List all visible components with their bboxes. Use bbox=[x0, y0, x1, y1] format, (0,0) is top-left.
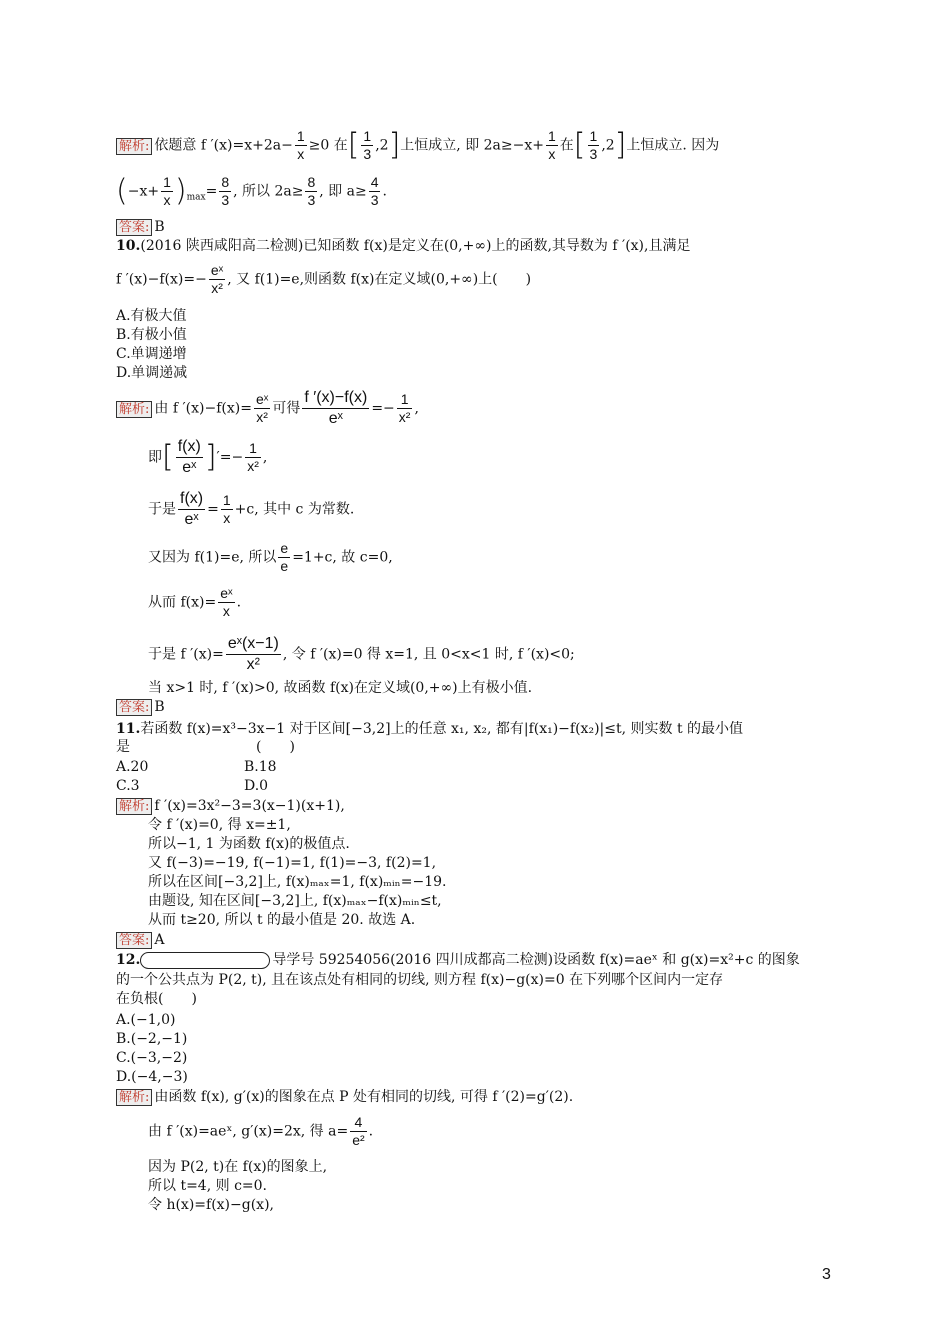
q11-option-a: A.20 bbox=[116, 759, 149, 775]
q12-option-c: C.(−3,−2) bbox=[116, 1050, 188, 1066]
q11-solution-5: 所以在区间[−3,2]上, f(x)ₘₐₓ=1, f(x)ₘᵢₙ=−19. bbox=[148, 874, 447, 890]
q10-solution-4: 又因为 f(1)=e, 所以 $\frac{e}{e}$ =1+c, 故 c=0, bbox=[148, 540, 393, 574]
q12-stem3: 在负根( ) bbox=[116, 991, 197, 1007]
q10-stem2: f ′(x)−f(x)=− $\frac{\text{eˣ}}{\text{x²}}$ , 又 f(1)=e,则函数 f(x)在定义域(0,+∞)上( ) bbox=[116, 262, 532, 296]
q10-option-c: C.单调递增 bbox=[116, 346, 187, 362]
answer-tag: 答案: bbox=[116, 219, 152, 236]
q11-solution-3: 所以−1, 1 为函数 f(x)的极值点. bbox=[148, 836, 350, 852]
q11-solution-2: 令 f ′(x)=0, 得 x=±1, bbox=[148, 817, 291, 833]
q11-solution-4: 又 f(−3)=−19, f(−1)=1, f(1)=−3, f(2)=1, bbox=[148, 855, 437, 871]
q12-option-b: B.(−2,−1) bbox=[116, 1031, 188, 1047]
q11-solution-1: 解析: f ′(x)=3x²−3=3(x−1)(x+1), bbox=[116, 797, 345, 815]
q11-option-c: C.3 bbox=[116, 778, 140, 794]
q12-solution-4: 所以 t=4, 则 c=0. bbox=[148, 1178, 267, 1194]
q11-answer: 答案: A bbox=[116, 931, 165, 949]
q12-solution-1: 解析: 由函数 f(x), g′(x)的图象在点 P 处有相同的切线, 可得 f ′(2)=g′(2). bbox=[116, 1088, 573, 1106]
q10-stem: 10.(2016 陕西咸阳高二检测)已知函数 f(x)是定义在(0,+∞)上的函数,其导数为 f ′(x),且满足 bbox=[116, 238, 691, 254]
page-number: 3 bbox=[822, 1266, 831, 1283]
guide-badge bbox=[140, 952, 270, 969]
q12-stem2: 的一个公共点为 P(2, t), 且在该点处有相同的切线, 则方程 f(x)−g(x)=0 在下列哪个区间内一定存 bbox=[116, 972, 724, 988]
q12-stem: 12. 导学号 59254056(2016 四川成都高二检测)设函数 f(x)=aeˣ 和 g(x)=x²+c 的图象 bbox=[116, 952, 800, 968]
q11-option-d: D.0 bbox=[244, 778, 269, 794]
q9-line2: (−x+ $\frac{1}{x}$ )$_{max}=$ $\frac{8}{3}$ , 所以 2a≥ $\frac{8}{3}$ , 即 a≥ $\frac{4}{3}$ . bbox=[116, 173, 387, 209]
q11-solution-6: 由题设, 知在区间[−3,2]上, f(x)ₘₐₓ−f(x)ₘᵢₙ≤t, bbox=[148, 893, 442, 909]
q10-answer: 答案: B bbox=[116, 698, 165, 716]
q10-solution-5: 从而 f(x)= $\frac{\text{eˣ}}{x}$ . bbox=[148, 585, 242, 619]
q12-solution-5: 令 h(x)=f(x)−g(x), bbox=[148, 1197, 274, 1213]
q10-solution-7: 当 x>1 时, f ′(x)>0, 故函数 f(x)在定义域(0,+∞)上有极小值. bbox=[148, 680, 533, 696]
q10-option-b: B.有极小值 bbox=[116, 327, 187, 343]
q10-option-a: A.有极大值 bbox=[116, 308, 187, 324]
q10-solution-6: 于是 f ′(x)= $\frac{\text{eˣ(x−1)}}{\text{x²}}$ , 令 f ′(x)=0 得 x=1, 且 0<x<1 时, f ′(x)<0; bbox=[148, 635, 575, 673]
analysis-tag: 解析: bbox=[116, 138, 152, 155]
q10-option-d: D.单调递减 bbox=[116, 365, 188, 381]
q11-option-b: B.18 bbox=[244, 759, 277, 775]
q12-solution-3: 因为 P(2, t)在 f(x)的图象上, bbox=[148, 1159, 328, 1175]
q12-option-a: A.(−1,0) bbox=[116, 1012, 176, 1028]
fraction: $\frac{1}{x}$ bbox=[296, 128, 305, 162]
q10-solution-3: 于是 $\frac{f(x)}{\text{eˣ}}$ = $\frac{1}{x}$ +c, 其中 c 为常数. bbox=[148, 490, 355, 528]
q10-solution-2: 即[ $\frac{f(x)}{\text{eˣ}}$ ]′=− $\frac{1}{\text{x²}}$ , bbox=[148, 438, 268, 476]
q10-solution-1: 解析: 由 f ′(x)−f(x)= $\frac{\text{eˣ}}{\text{x²}}$ 可得 $\frac{f '(x)-f(x)}{\text{eˣ}}$ =− $\frac{1}{\text{x²}}$ , bbox=[116, 388, 419, 429]
q12-solution-2: 由 f ′(x)=aeˣ, g′(x)=2x, 得 a= $\frac{4}{\text{e²}}$ . bbox=[148, 1114, 374, 1148]
q11-stem2: 是 ( ) bbox=[116, 739, 295, 755]
q9-answer: 答案: B bbox=[116, 218, 165, 236]
q9-line1: 解析: 依题意 f ′(x)=x+2a− $\frac{1}{x}$ ≥0 在[ $\frac{1}{3}$ ,2]上恒成立, 即 2a≥−x+ $\frac{1}{x}$ 在[ $\frac{1}{3}$ ,2]上恒成立. 因为 bbox=[116, 128, 719, 163]
q11-stem: 11.若函数 f(x)=x³−3x−1 对于区间[−3,2]上的任意 x₁, x₂, 都有|f(x₁)−f(x₂)|≤t, 则实数 t 的最小值 bbox=[116, 721, 744, 737]
q12-option-d: D.(−4,−3) bbox=[116, 1069, 188, 1085]
q11-solution-7: 从而 t≥20, 所以 t 的最小值是 20. 故选 A. bbox=[148, 912, 416, 928]
